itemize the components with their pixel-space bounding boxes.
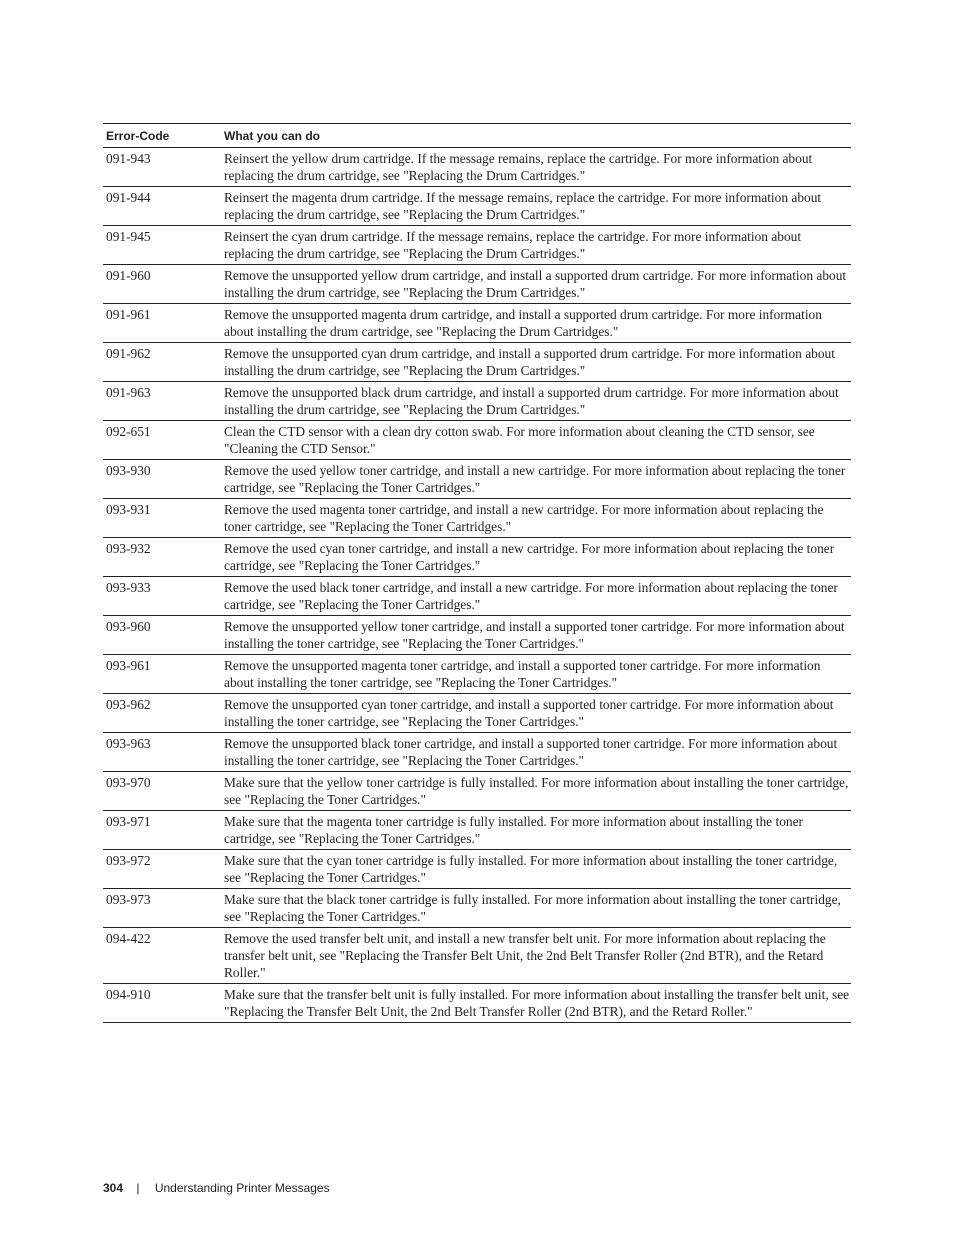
error-code-cell: 093-961 [103, 655, 221, 694]
table-row [103, 694, 851, 733]
action-cell: Remove the unsupported yellow drum cartridge, and install a supported drum cartridge. For more information about installing the drum cartridge, see "Replacing the Drum Cartridges." [221, 265, 851, 304]
error-code-cell: 093-963 [103, 733, 221, 772]
table-row [103, 421, 851, 460]
error-code-cell: 091-943 [103, 148, 221, 187]
action-cell: Make sure that the cyan toner cartridge is fully installed. For more information about installing the toner cartridge, see "Replacing the Toner Cartridges." [221, 850, 851, 889]
table-row [103, 577, 851, 616]
action-cell: Remove the used transfer belt unit, and install a new transfer belt unit. For more information about replacing the transfer belt unit, see "Replacing the Transfer Belt Unit, the 2nd Belt Transfer Roller (2nd BTR), and the Retard Roller." [221, 928, 851, 984]
action-cell: Remove the unsupported yellow toner cartridge, and install a supported toner cartridge. For more information about installing the toner cartridge, see "Replacing the Toner Cartridges." [221, 616, 851, 655]
column-header-what-you-can-do: What you can do [221, 124, 851, 148]
error-code-cell: 091-945 [103, 226, 221, 265]
table-row [103, 850, 851, 889]
error-code-cell: 093-973 [103, 889, 221, 928]
table-row [103, 984, 851, 1023]
table-row [103, 343, 851, 382]
error-code-cell: 093-962 [103, 694, 221, 733]
table-row [103, 889, 851, 928]
error-code-cell: 091-962 [103, 343, 221, 382]
table-row [103, 733, 851, 772]
action-cell: Remove the used yellow toner cartridge, and install a new cartridge. For more information about replacing the toner cartridge, see "Replacing the Toner Cartridges." [221, 460, 851, 499]
column-header-error-code: Error-Code [103, 124, 221, 148]
action-cell: Clean the CTD sensor with a clean dry cotton swab. For more information about cleaning the CTD sensor, see "Cleaning the CTD Sensor." [221, 421, 851, 460]
error-code-cell: 091-944 [103, 187, 221, 226]
table-row [103, 772, 851, 811]
page-number: 304 [103, 1181, 124, 1195]
table-row [103, 928, 851, 984]
table-row [103, 460, 851, 499]
error-code-cell: 093-931 [103, 499, 221, 538]
action-cell: Make sure that the magenta toner cartridge is fully installed. For more information about installing the toner cartridge, see "Replacing the Toner Cartridges." [221, 811, 851, 850]
table-row [103, 187, 851, 226]
action-cell: Remove the used cyan toner cartridge, and install a new cartridge. For more information about replacing the toner cartridge, see "Replacing the Toner Cartridges." [221, 538, 851, 577]
table-row [103, 616, 851, 655]
error-code-cell: 093-933 [103, 577, 221, 616]
table-row [103, 304, 851, 343]
error-code-cell: 093-970 [103, 772, 221, 811]
error-code-table [103, 123, 851, 1023]
table-row [103, 655, 851, 694]
table-row [103, 265, 851, 304]
section-title: Understanding Printer Messages [154, 1181, 330, 1195]
table-row [103, 499, 851, 538]
table-row [103, 148, 851, 187]
action-cell: Reinsert the yellow drum cartridge. If the message remains, replace the cartridge. For more information about replacing the drum cartridge, see "Replacing the Drum Cartridges." [221, 148, 851, 187]
error-code-cell: 093-971 [103, 811, 221, 850]
action-cell: Remove the used black toner cartridge, and install a new cartridge. For more information about replacing the toner cartridge, see "Replacing the Toner Cartridges." [221, 577, 851, 616]
footer-separator: | [136, 1181, 140, 1195]
action-cell: Make sure that the black toner cartridge is fully installed. For more information about installing the toner cartridge, see "Replacing the Toner Cartridges." [221, 889, 851, 928]
action-cell: Remove the used magenta toner cartridge, and install a new cartridge. For more information about replacing the toner cartridge, see "Replacing the Toner Cartridges." [221, 499, 851, 538]
error-code-cell: 091-960 [103, 265, 221, 304]
error-code-cell: 094-910 [103, 984, 221, 1023]
action-cell: Make sure that the yellow toner cartridge is fully installed. For more information about installing the toner cartridge, see "Replacing the Toner Cartridges." [221, 772, 851, 811]
action-cell: Remove the unsupported black drum cartridge, and install a supported drum cartridge. For more information about installing the drum cartridge, see "Replacing the Drum Cartridges." [221, 382, 851, 421]
error-code-cell: 093-972 [103, 850, 221, 889]
action-cell: Reinsert the magenta drum cartridge. If the message remains, replace the cartridge. For more information about replacing the drum cartridge, see "Replacing the Drum Cartridges." [221, 187, 851, 226]
action-cell: Reinsert the cyan drum cartridge. If the message remains, replace the cartridge. For more information about replacing the drum cartridge, see "Replacing the Drum Cartridges." [221, 226, 851, 265]
action-cell: Remove the unsupported magenta toner cartridge, and install a supported toner cartridge. For more information about installing the toner cartridge, see "Replacing the Toner Cartridges." [221, 655, 851, 694]
header-row [103, 124, 851, 148]
table-row [103, 226, 851, 265]
error-code-cell: 093-960 [103, 616, 221, 655]
error-code-cell: 094-422 [103, 928, 221, 984]
table-row [103, 382, 851, 421]
action-cell: Make sure that the transfer belt unit is fully installed. For more information about installing the transfer belt unit, see "Replacing the Transfer Belt Unit, the 2nd Belt Transfer Roller (2nd BTR), and the Retard Roller." [221, 984, 851, 1023]
table-row [103, 811, 851, 850]
action-cell: Remove the unsupported cyan toner cartridge, and install a supported toner cartridge. For more information about installing the toner cartridge, see "Replacing the Toner Cartridges." [221, 694, 851, 733]
table-row [103, 538, 851, 577]
error-code-cell: 092-651 [103, 421, 221, 460]
error-code-cell: 093-930 [103, 460, 221, 499]
error-code-cell: 093-932 [103, 538, 221, 577]
action-cell: Remove the unsupported black toner cartridge, and install a supported toner cartridge. For more information about installing the toner cartridge, see "Replacing the Toner Cartridges." [221, 733, 851, 772]
error-code-cell: 091-963 [103, 382, 221, 421]
error-code-cell: 091-961 [103, 304, 221, 343]
action-cell: Remove the unsupported cyan drum cartridge, and install a supported drum cartridge. For more information about installing the drum cartridge, see "Replacing the Drum Cartridges." [221, 343, 851, 382]
action-cell: Remove the unsupported magenta drum cartridge, and install a supported drum cartridge. For more information about installing the drum cartridge, see "Replacing the Drum Cartridges." [221, 304, 851, 343]
page-footer [103, 1180, 330, 1196]
table-body [103, 148, 851, 1023]
table-header [103, 124, 851, 148]
